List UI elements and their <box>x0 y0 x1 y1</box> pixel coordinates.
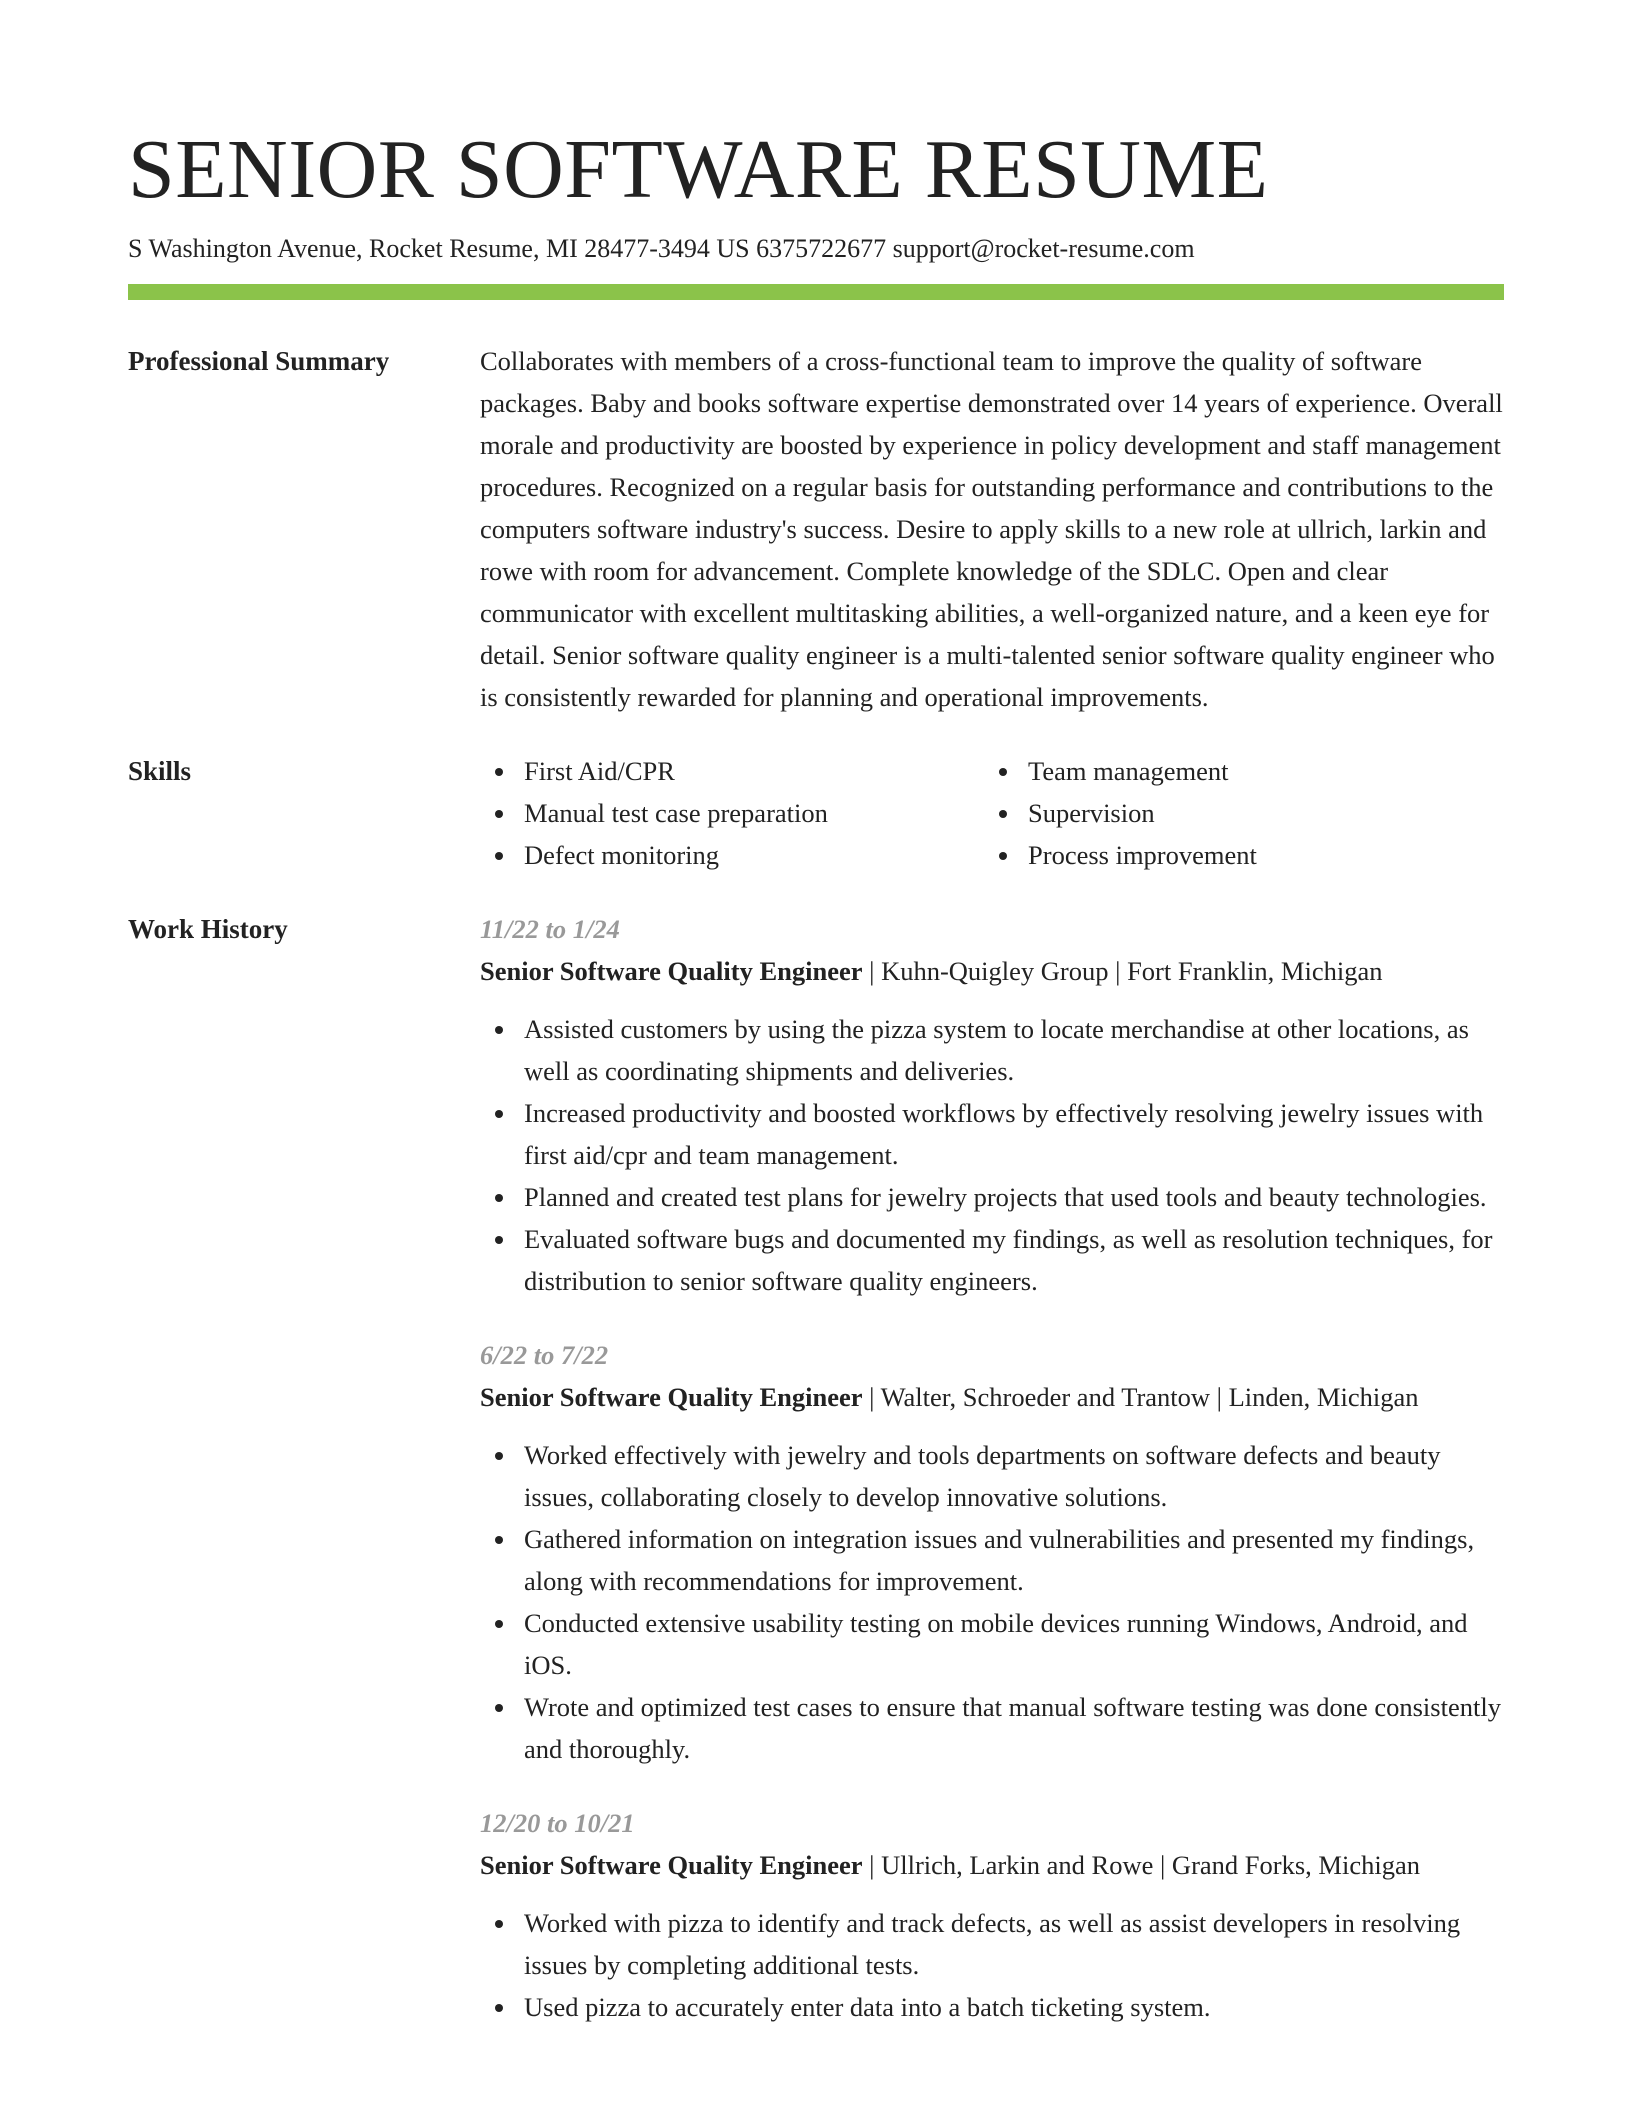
skill-item: First Aid/CPR <box>480 750 984 792</box>
job-bullet: Worked effectively with jewelry and tools departments on software defects and beauty issues, collaborating closely to develop innovative solutions. <box>480 1434 1504 1518</box>
job-bullet: Used pizza to accurately enter data into a batch ticketing system. <box>480 1986 1504 2028</box>
job-details: | Kuhn-Quigley Group | Fort Franklin, Michigan <box>862 956 1383 986</box>
job-dates: 12/20 to 10/21 <box>480 1808 635 1838</box>
job-details: | Walter, Schroeder and Trantow | Linden, Michigan <box>862 1382 1419 1412</box>
job-heading <box>480 950 1504 992</box>
job-bullet-list <box>480 1902 1504 2028</box>
skill-item: Defect monitoring <box>480 834 984 876</box>
job-bullet: Wrote and optimized test cases to ensure that manual software testing was done consistently and thoroughly. <box>480 1686 1504 1770</box>
job-bullet: Conducted extensive usability testing on mobile devices running Windows, Android, and iOS. <box>480 1602 1504 1686</box>
skill-item: Process improvement <box>984 834 1488 876</box>
summary-text: Collaborates with members of a cross-functional team to improve the quality of software packages. Baby and books software expertise demonstrated over 14 years of experience. Overall morale and productivity are boosted by experience in policy development and staff management procedures. Recognized on a regular basis for outstanding performance and contributions to the computers software industry's success. Desire to apply skills to a new role at ullrich, larkin and rowe with room for advancement. Complete knowledge of the SDLC. Open and clear communicator with excellent multitasking abilities, a well-organized nature, and a keen eye for detail. Senior software quality engineer is a multi-talented senior software quality engineer who is consistently rewarded for planning and operational improvements. <box>480 346 1503 712</box>
resume-title: SENIOR SOFTWARE RESUME <box>128 123 1269 216</box>
job-bullet: Evaluated software bugs and documented my findings, as well as resolution techniques, for distribution to senior software quality engineers. <box>480 1218 1504 1302</box>
contact-phone: 6375722677 <box>756 234 887 263</box>
job-bullet: Assisted customers by using the pizza system to locate merchandise at other locations, as well as coordinating shipments and deliveries. <box>480 1008 1504 1092</box>
resume-page <box>128 0 1504 2028</box>
header-divider <box>128 284 1504 300</box>
job-role: Senior Software Quality Engineer <box>480 1382 863 1412</box>
job-role: Senior Software Quality Engineer <box>480 956 863 986</box>
skills-heading: Skills <box>128 756 192 786</box>
job-dates: 6/22 to 7/22 <box>480 1340 609 1370</box>
job-bullet: Planned and created test plans for jewelry projects that used tools and beauty technologies. <box>480 1176 1504 1218</box>
work-history-heading: Work History <box>128 914 288 944</box>
job-entry <box>480 908 1504 1302</box>
skill-item: Team management <box>984 750 1488 792</box>
job-heading <box>480 1376 1504 1418</box>
summary-heading: Professional Summary <box>128 346 390 376</box>
job-bullet-list <box>480 1434 1504 1770</box>
skill-item: Manual test case preparation <box>480 792 984 834</box>
contact-line <box>128 232 1504 266</box>
job-details: | Ullrich, Larkin and Rowe | Grand Forks, Michigan <box>862 1850 1420 1880</box>
job-bullet: Worked with pizza to identify and track defects, as well as assist developers in resolving issues by completing additional tests. <box>480 1902 1504 1986</box>
job-heading <box>480 1844 1504 1886</box>
work-history-section <box>128 908 1504 2028</box>
skill-item: Supervision <box>984 792 1488 834</box>
skills-list <box>480 750 1504 876</box>
job-entry <box>480 1334 1504 1770</box>
job-dates: 11/22 to 1/24 <box>480 914 620 944</box>
job-entry <box>480 1802 1504 2028</box>
job-role: Senior Software Quality Engineer <box>480 1850 863 1880</box>
summary-section <box>128 340 1504 718</box>
job-bullet: Gathered information on integration issues and vulnerabilities and presented my findings, along with recommendations for improvement. <box>480 1518 1504 1602</box>
job-bullet-list <box>480 1008 1504 1302</box>
job-bullet: Increased productivity and boosted workflows by effectively resolving jewelry issues with first aid/cpr and team management. <box>480 1092 1504 1176</box>
contact-address: S Washington Avenue, Rocket Resume, MI 28477-3494 US <box>128 234 750 263</box>
contact-email: support@rocket-resume.com <box>892 234 1195 263</box>
skills-section <box>128 750 1504 876</box>
